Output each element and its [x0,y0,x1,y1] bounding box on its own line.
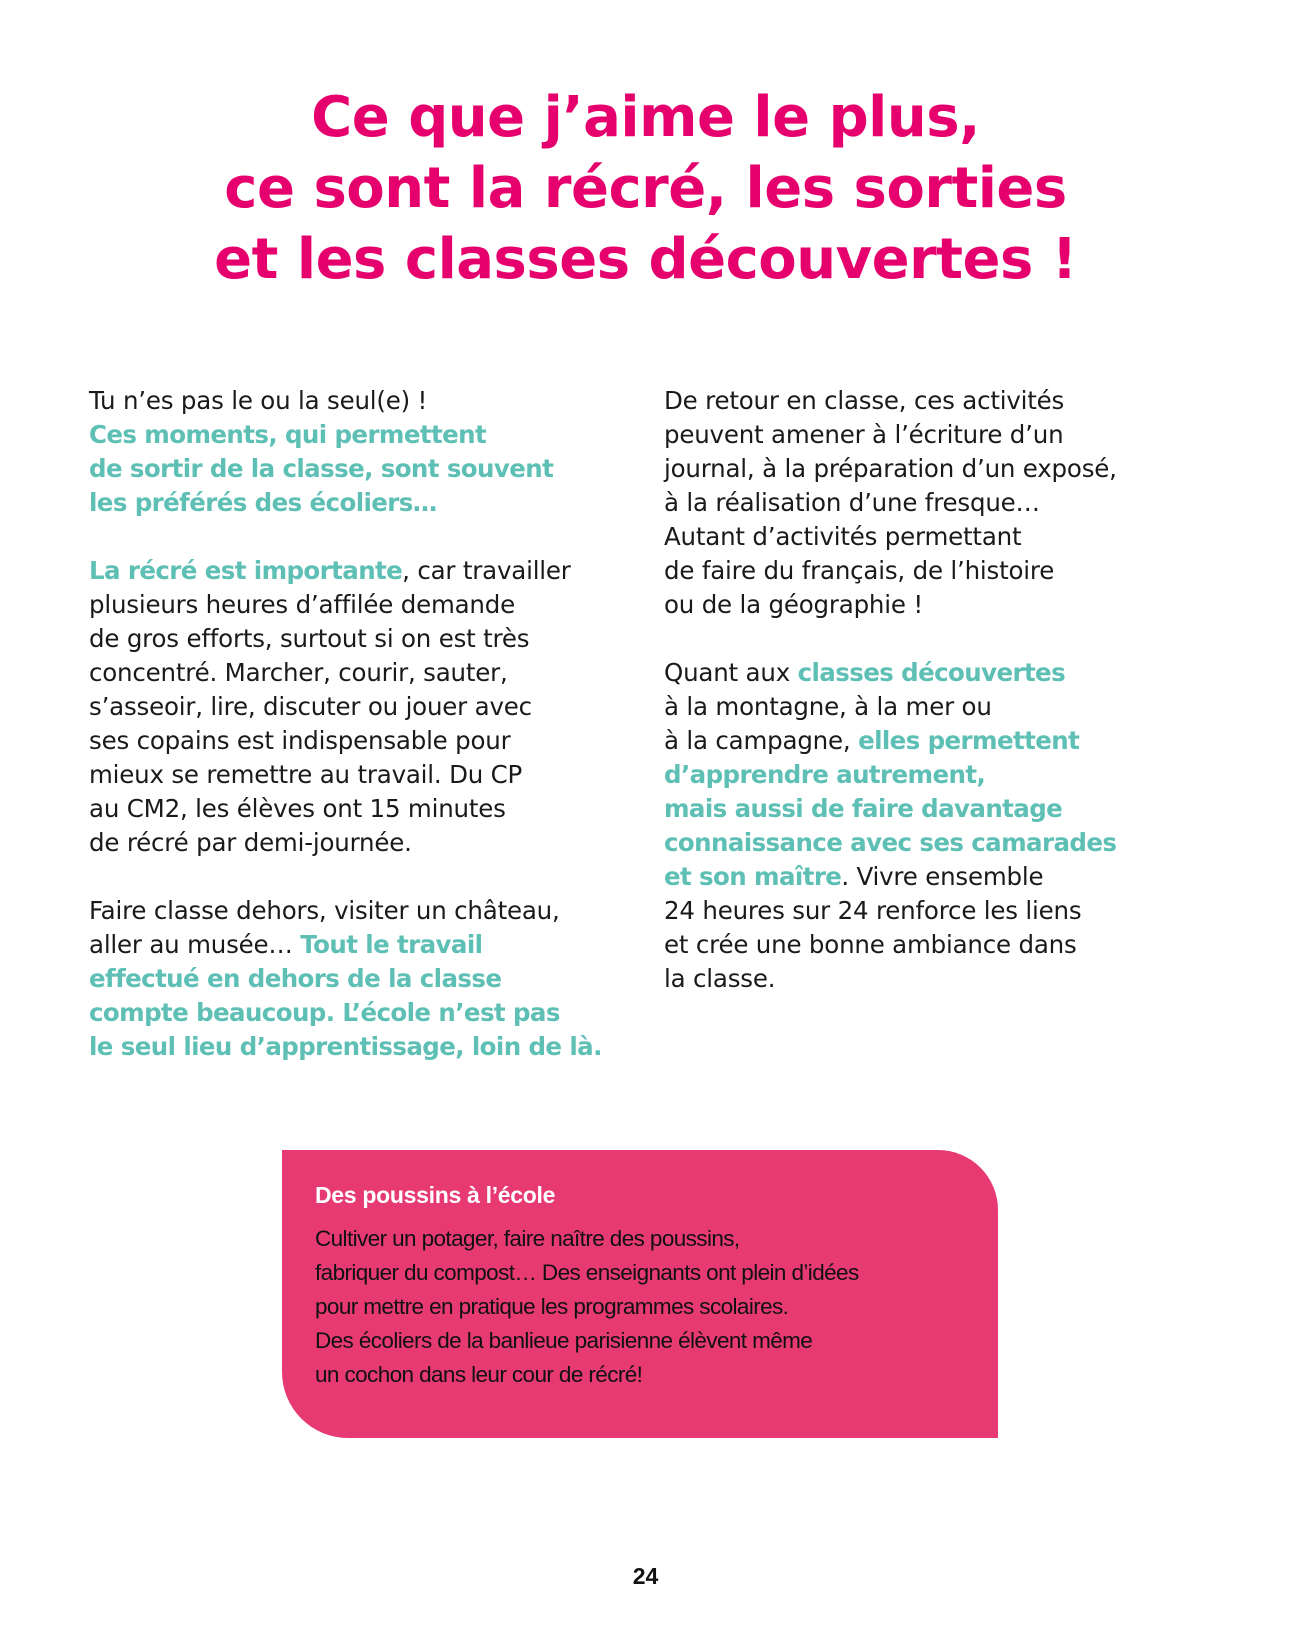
callout-line: un cochon dans leur cour de récré! [315,1362,643,1387]
text-line [89,554,629,588]
highlight-phrase: classes découvertes [797,658,1066,687]
left-column [89,384,629,1064]
highlight-line: Ces moments, qui permettent [89,420,487,449]
title-line-1: Ce que j’aime le plus, [311,85,980,150]
text-line: au CM2, les élèves ont 15 minutes [89,794,506,823]
text-line: de récré par demi-journée. [89,828,412,857]
text-line: plusieurs heures d’affilée demande [89,590,515,619]
callout-box [282,1150,998,1438]
text-line: ou de la géographie ! [664,590,923,619]
text-line: ses copains est indispensable pour [89,726,511,755]
highlight-line: compte beaucoup. L’école n’est pas [89,998,560,1027]
callout-line: pour mettre en pratique les programmes scolaires. [315,1294,789,1319]
text-line: Faire classe dehors, visiter un château, [89,896,560,925]
text-line [89,928,629,962]
paragraph-classes-decouvertes [664,656,1224,996]
text-line: peuvent amener à l’écriture d’un [664,420,1064,449]
text-line: s’asseoir, lire, discuter ou jouer avec [89,692,532,721]
text-line: la classe. [664,964,776,993]
text-phrase: , car travailler [402,556,571,585]
highlight-line: les préférés des écoliers… [89,488,437,517]
title-line-3: et les classes découvertes ! [214,227,1077,292]
highlight-line: de sortir de la classe, sont souvent [89,454,554,483]
highlight-phrase: elles permettent [858,726,1080,755]
highlight-line: mais aussi de faire davantage [664,794,1063,823]
text-line: et crée une bonne ambiance dans [664,930,1077,959]
text-phrase: Quant aux [664,658,798,687]
text-line [664,860,1224,894]
callout-title: Des poussins à l’école [315,1182,556,1208]
highlight-phrase: Tout le travail [300,930,483,959]
paragraph-spacer [89,860,629,894]
text-line: de faire du français, de l’histoire [664,556,1055,585]
callout-line: Des écoliers de la banlieue parisienne élèvent même [315,1328,813,1353]
text-phrase: aller au musée… [89,930,301,959]
text-line: Autant d’activités permettant [664,522,1022,551]
text-line: de gros efforts, surtout si on est très [89,624,530,653]
paragraph-recre [89,554,629,860]
text-line: à la montagne, à la mer ou [664,692,992,721]
paragraph-spacer [664,622,1224,656]
paragraph-sorties [89,894,629,1064]
highlight-line: connaissance avec ses camarades [664,828,1117,857]
text-line: 24 heures sur 24 renforce les liens [664,896,1082,925]
right-column [664,384,1224,996]
highlight-phrase: et son maître [664,862,842,891]
text-line: concentré. Marcher, courir, sauter, [89,658,508,687]
paragraph-spacer [89,520,629,554]
paragraph-retour-en-classe [664,384,1224,622]
callout-line: Cultiver un potager, faire naître des poussins, [315,1226,740,1251]
highlight-phrase: La récré est importante [89,556,403,585]
highlight-line: le seul lieu d’apprentissage, loin de là. [89,1032,602,1061]
text-line: journal, à la préparation d’un exposé, [664,454,1117,483]
text-phrase: . Vivre ensemble [841,862,1044,891]
title-line-2: ce sont la récré, les sorties [224,156,1067,221]
callout-body [315,1222,859,1392]
text-line: Tu n’es pas le ou la seul(e) ! [89,386,428,415]
text-line: De retour en classe, ces activités [664,386,1065,415]
text-phrase: à la campagne, [664,726,859,755]
callout-line: fabriquer du compost… Des enseignants ont plein d’idées [315,1260,859,1285]
paragraph-intro [89,384,629,520]
text-line: à la réalisation d’une fresque… [664,488,1040,517]
highlight-line: d’apprendre autrement, [664,760,986,789]
page-number: 24 [632,1563,659,1589]
text-line: mieux se remettre au travail. Du CP [89,760,523,789]
page-title [0,82,1291,295]
text-line [664,656,1224,690]
text-line [664,724,1224,758]
highlight-line: effectué en dehors de la classe [89,964,502,993]
